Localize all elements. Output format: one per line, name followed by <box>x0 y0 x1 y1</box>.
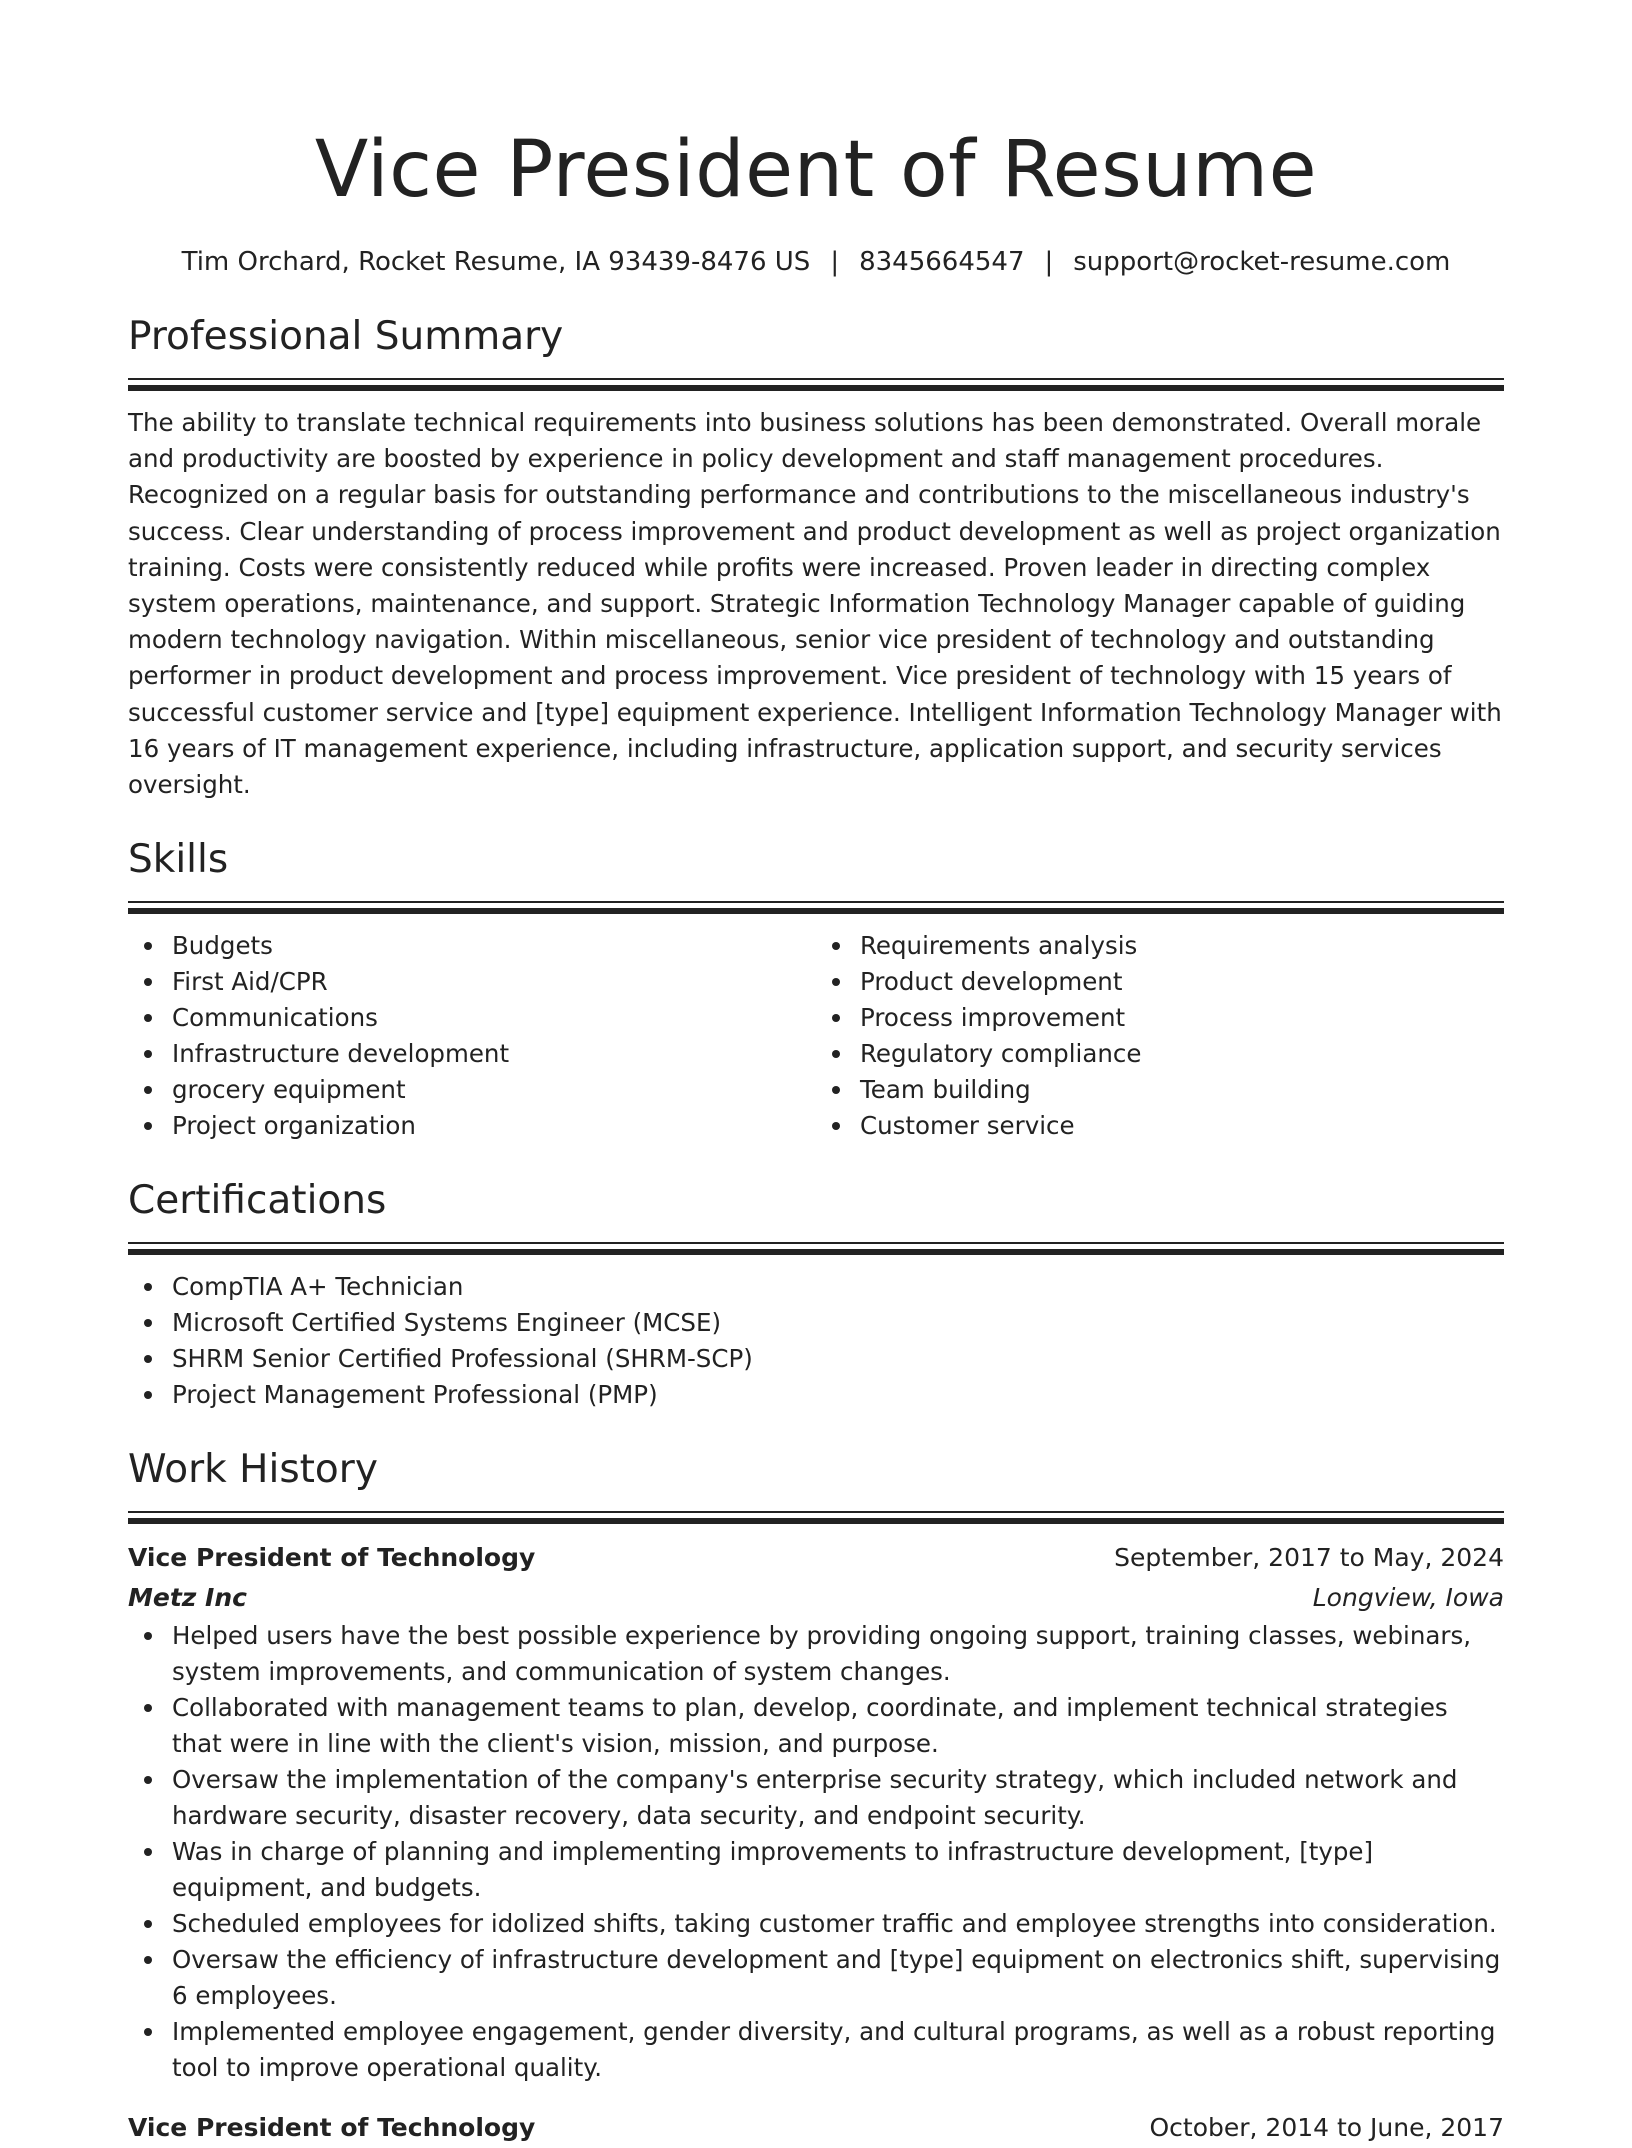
skills-grid <box>128 928 1504 1144</box>
job-location: Longview, Iowa <box>1312 1583 1504 1613</box>
certifications-section <box>128 1176 1504 1413</box>
skill-item: Product development <box>816 964 1504 1000</box>
skill-item: First Aid/CPR <box>128 964 816 1000</box>
skill-item: Infrastructure development <box>128 1036 816 1072</box>
job-header <box>128 1538 1504 1578</box>
certification-item: Microsoft Certified Systems Engineer (MCSE) <box>128 1305 1504 1341</box>
contact-line <box>128 244 1504 280</box>
section-rule-thin <box>128 1511 1504 1513</box>
job-bullet: Scheduled employees for idolized shifts, taking customer traffic and employee strengths into consideration. <box>128 1906 1504 1942</box>
summary-section <box>128 312 1504 803</box>
job-title: Vice President of Technology <box>128 1543 536 1573</box>
contact-separator: | <box>1044 247 1054 277</box>
section-rule-thin <box>128 1242 1504 1244</box>
section-rule-thin <box>128 378 1504 380</box>
skill-item: Communications <box>128 1000 816 1036</box>
skill-item: Project organization <box>128 1108 816 1144</box>
section-title-work-history: Work History <box>128 1447 378 1493</box>
job-entry <box>128 1538 1504 2086</box>
skill-item: Team building <box>816 1072 1504 1108</box>
section-rule-thick <box>128 1518 1504 1524</box>
section-rule-thin <box>128 901 1504 903</box>
job-subheader <box>128 1578 1504 1618</box>
skill-item: Customer service <box>816 1108 1504 1144</box>
contact-phone[interactable]: 8345664547 <box>859 247 1025 277</box>
certifications-list <box>128 1269 1504 1413</box>
certification-item: CompTIA A+ Technician <box>128 1269 1504 1305</box>
skill-item: grocery equipment <box>128 1072 816 1108</box>
job-bullet: Oversaw the efficiency of infrastructure development and [type] equipment on electronics shift, supervising 6 employees. <box>128 1942 1504 2014</box>
skills-column-left <box>128 928 816 1144</box>
job-header <box>128 2108 1504 2148</box>
section-title-certifications: Certifications <box>128 1178 387 1224</box>
skill-item: Requirements analysis <box>816 928 1504 964</box>
job-bullets <box>128 1618 1504 2086</box>
resume-name: Vice President of Resume <box>314 125 1318 215</box>
summary-text: The ability to translate technical requirements into business solutions has been demonstrated. Overall morale and productivity are boosted by experience in policy development and staff management procedures. Recognized on a regular basis for outstanding performance and contributions to the miscellaneous industry's success. Clear understanding of process improvement and product development as well as project organization training. Costs were consistently reduced while profits were increased. Proven leader in directing complex system operations, maintenance, and support. Strategic Information Technology Manager capable of guiding modern technology navigation. Within miscellaneous, senior vice president of technology and outstanding performer in product development and process improvement. Vice president of technology with 15 years of successful customer service and [type] equipment experience. Intelligent Information Technology Manager with 16 years of IT management experience, including infrastructure, application support, and security services oversight. <box>128 408 1502 800</box>
resume-page <box>128 110 1504 2148</box>
skills-column-right <box>816 928 1504 1144</box>
section-rule-thick <box>128 1249 1504 1255</box>
job-bullet: Oversaw the implementation of the company's enterprise security strategy, which included network and hardware security, disaster recovery, data security, and endpoint security. <box>128 1762 1504 1834</box>
job-company: Metz Inc <box>128 1583 247 1613</box>
section-title-summary: Professional Summary <box>128 314 564 359</box>
job-title: Vice President of Technology <box>128 2113 536 2143</box>
job-bullet: Was in charge of planning and implementing improvements to infrastructure development, [type] equipment, and budgets. <box>128 1834 1504 1906</box>
section-rule-thick <box>128 908 1504 914</box>
skills-section <box>128 835 1504 1144</box>
work-history-section <box>128 1445 1504 2148</box>
job-entry <box>128 2108 1504 2148</box>
job-dates: September, 2017 to May, 2024 <box>1114 1543 1504 1573</box>
skill-item: Process improvement <box>816 1000 1504 1036</box>
job-dates: October, 2014 to June, 2017 <box>1149 2113 1504 2143</box>
certification-item: SHRM Senior Certified Professional (SHRM-SCP) <box>128 1341 1504 1377</box>
job-bullet: Implemented employee engagement, gender diversity, and cultural programs, as well as a robust reporting tool to improve operational quality. <box>128 2014 1504 2086</box>
contact-address: Tim Orchard, Rocket Resume, IA 93439-8476 US <box>181 247 811 277</box>
certification-item: Project Management Professional (PMP) <box>128 1377 1504 1413</box>
skill-item: Regulatory compliance <box>816 1036 1504 1072</box>
job-bullet: Helped users have the best possible experience by providing ongoing support, training classes, webinars, system improvements, and communication of system changes. <box>128 1618 1504 1690</box>
contact-email[interactable]: support@rocket-resume.com <box>1073 247 1451 277</box>
contact-separator: | <box>830 247 840 277</box>
job-bullet: Collaborated with management teams to plan, develop, coordinate, and implement technical strategies that were in line with the client's vision, mission, and purpose. <box>128 1690 1504 1762</box>
skill-item: Budgets <box>128 928 816 964</box>
section-rule-thick <box>128 385 1504 391</box>
section-title-skills: Skills <box>128 837 229 883</box>
